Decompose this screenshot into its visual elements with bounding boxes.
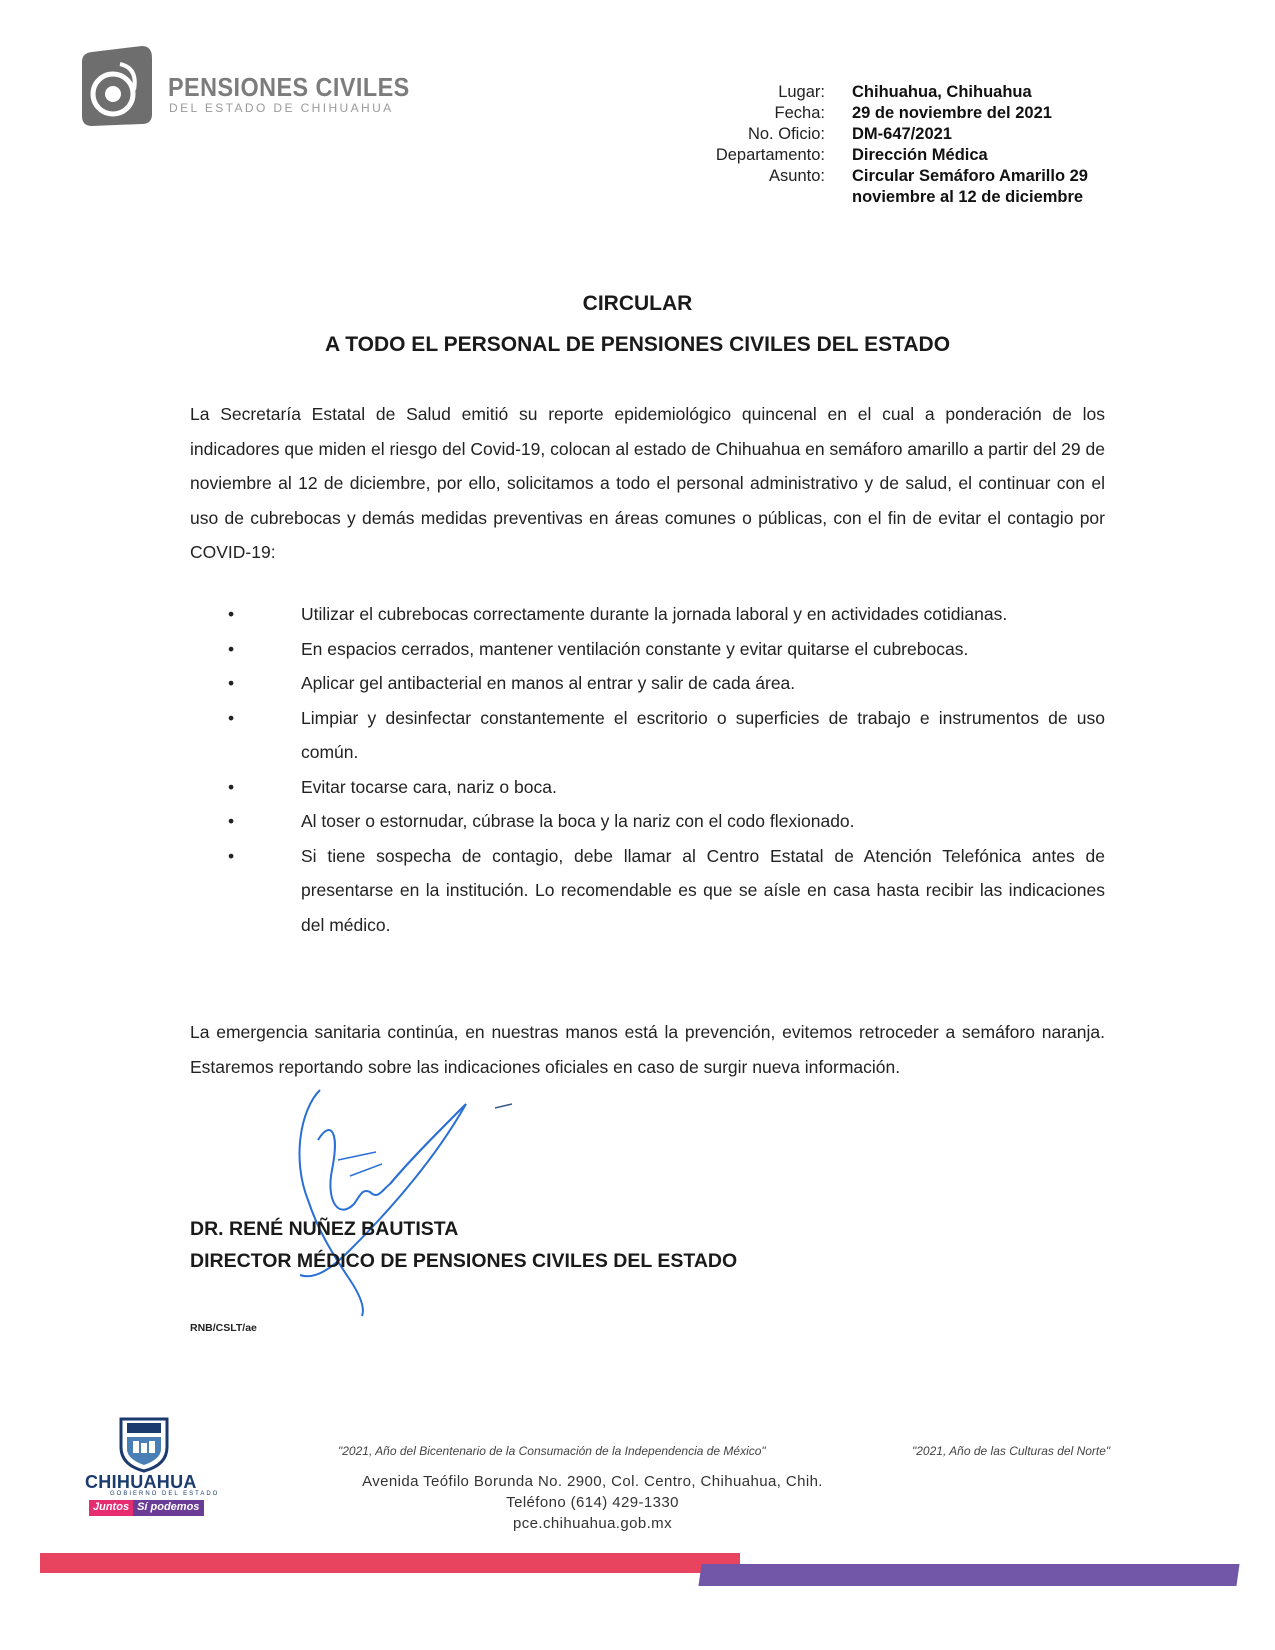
intro-paragraph: La Secretaría Estatal de Salud emitió su reporte epidemiológico quincenal en el cual a ponderación de los indicadores que miden el riesgo del Covid-19, colocan al estado de Chihuahua en semáforo amarillo a partir del 29 de noviembre al 12 de diciembre, por ello, solicitamos a todo el personal administrativo y de salud, el continuar con el uso de cubrebocas y demás medidas preventivas en áreas comunes o públicas, con el fin de evitar el contagio por COVID-19: bbox=[190, 404, 1105, 562]
meta-value: Dirección Médica bbox=[852, 146, 988, 164]
meta-row-oficio bbox=[600, 124, 1240, 145]
list-item-text: Evitar tocarse cara, nariz o boca. bbox=[301, 776, 557, 797]
closing-paragraph: La emergencia sanitaria continúa, en nuestras manos está la prevención, evitemos retroceder a semáforo naranja. Estaremos reportando sobre las indicaciones oficiales en caso de surgir nueva información. bbox=[190, 1022, 1105, 1077]
bullet-icon: • bbox=[228, 707, 235, 728]
slogan-part2: Sí podemos bbox=[133, 1500, 204, 1516]
list-item bbox=[190, 804, 1105, 839]
meta-value: Chihuahua, Chihuahua bbox=[852, 83, 1032, 101]
bullet-icon: • bbox=[228, 811, 235, 831]
bullet-icon: • bbox=[228, 604, 235, 624]
list-item bbox=[190, 666, 1105, 701]
motto-left: "2021, Año del Bicentenario de la Consumación de la Independencia de México" bbox=[338, 1444, 766, 1458]
footer-bar-purple bbox=[698, 1564, 1239, 1586]
meta-label: No. Oficio: bbox=[747, 125, 825, 143]
signatory-title: DIRECTOR MÉDICO DE PENSIONES CIVILES DEL ESTADO bbox=[190, 1250, 738, 1272]
meta-value: Circular Semáforo Amarillo 29 noviembre al 12 de diciembre bbox=[852, 167, 1088, 206]
chihuahua-shield-icon bbox=[115, 1413, 173, 1473]
list-item bbox=[190, 701, 1105, 770]
org-subtitle: DEL ESTADO DE CHIHUAHUA bbox=[169, 101, 394, 115]
meta-label: Lugar: bbox=[778, 83, 825, 101]
meta-value: DM-647/2021 bbox=[852, 125, 952, 143]
document-subtitle: A TODO EL PERSONAL DE PENSIONES CIVILES DEL ESTADO bbox=[324, 333, 951, 356]
slogan-part1: Juntos bbox=[89, 1500, 133, 1516]
meta-row-lugar bbox=[600, 82, 1240, 103]
document-title: CIRCULAR bbox=[582, 292, 693, 315]
signatory-name: DR. RENÉ NUÑEZ BAUTISTA bbox=[190, 1218, 459, 1240]
gov-subtitle: GOBIERNO DEL ESTADO bbox=[110, 1491, 220, 1497]
reference-initials: RNB/CSLT/ae bbox=[190, 1322, 257, 1334]
list-item bbox=[190, 632, 1105, 667]
contact-block bbox=[0, 1471, 1275, 1534]
meta-row-departamento bbox=[600, 145, 1240, 166]
document-meta bbox=[600, 82, 1240, 208]
list-item bbox=[190, 839, 1105, 943]
list-item-text: Aplicar gel antibacterial en manos al entrar y salir de cada área. bbox=[301, 673, 796, 693]
gov-name: CHIHUAHUA bbox=[85, 1472, 197, 1492]
org-name: PENSIONES CIVILES bbox=[168, 72, 410, 102]
meta-value: 29 de noviembre del 2021 bbox=[852, 104, 1052, 122]
list-item-text: Al toser o estornudar, cúbrase la boca y la nariz con el codo flexionado. bbox=[301, 811, 855, 831]
phone-line: Teléfono (614) 429-1330 bbox=[506, 1494, 679, 1511]
pensiones-civiles-logo bbox=[80, 44, 154, 128]
meta-label: Departamento: bbox=[715, 146, 825, 164]
bullet-icon: • bbox=[228, 776, 235, 797]
list-item-text: Si tiene sospecha de contagio, debe llamar al Centro Estatal de Atención Telefónica antes de presentarse en la institución. Lo recomendable es que se aísle en casa hasta recibir las indicaciones del médico. bbox=[301, 845, 1105, 935]
meta-row-asunto bbox=[600, 166, 1240, 208]
list-item-text: En espacios cerrados, mantener ventilación constante y evitar quitarse el cubrebocas. bbox=[301, 638, 969, 659]
motto-right: "2021, Año de las Culturas del Norte" bbox=[912, 1444, 1111, 1458]
bullet-icon: • bbox=[228, 845, 235, 866]
bullet-icon: • bbox=[228, 673, 235, 693]
list-item bbox=[190, 770, 1105, 805]
website-line: pce.chihuahua.gob.mx bbox=[513, 1515, 672, 1532]
measures-list bbox=[190, 597, 1105, 942]
list-item-text: Utilizar el cubrebocas correctamente durante la jornada laboral y en actividades cotidianas. bbox=[301, 604, 1008, 624]
list-item bbox=[190, 597, 1105, 632]
address-line: Avenida Teófilo Borunda No. 2900, Col. Centro, Chihuahua, Chih. bbox=[362, 1473, 823, 1490]
list-item-text: Limpiar y desinfectar constantemente el escritorio o superficies de trabajo e instrumentos de uso común. bbox=[301, 707, 1105, 762]
meta-label: Fecha: bbox=[774, 104, 825, 122]
footer-bar-red bbox=[40, 1553, 740, 1573]
meta-row-fecha bbox=[600, 103, 1240, 124]
meta-label: Asunto: bbox=[769, 167, 825, 185]
bullet-icon: • bbox=[228, 638, 235, 659]
handwritten-signature bbox=[290, 1080, 520, 1320]
